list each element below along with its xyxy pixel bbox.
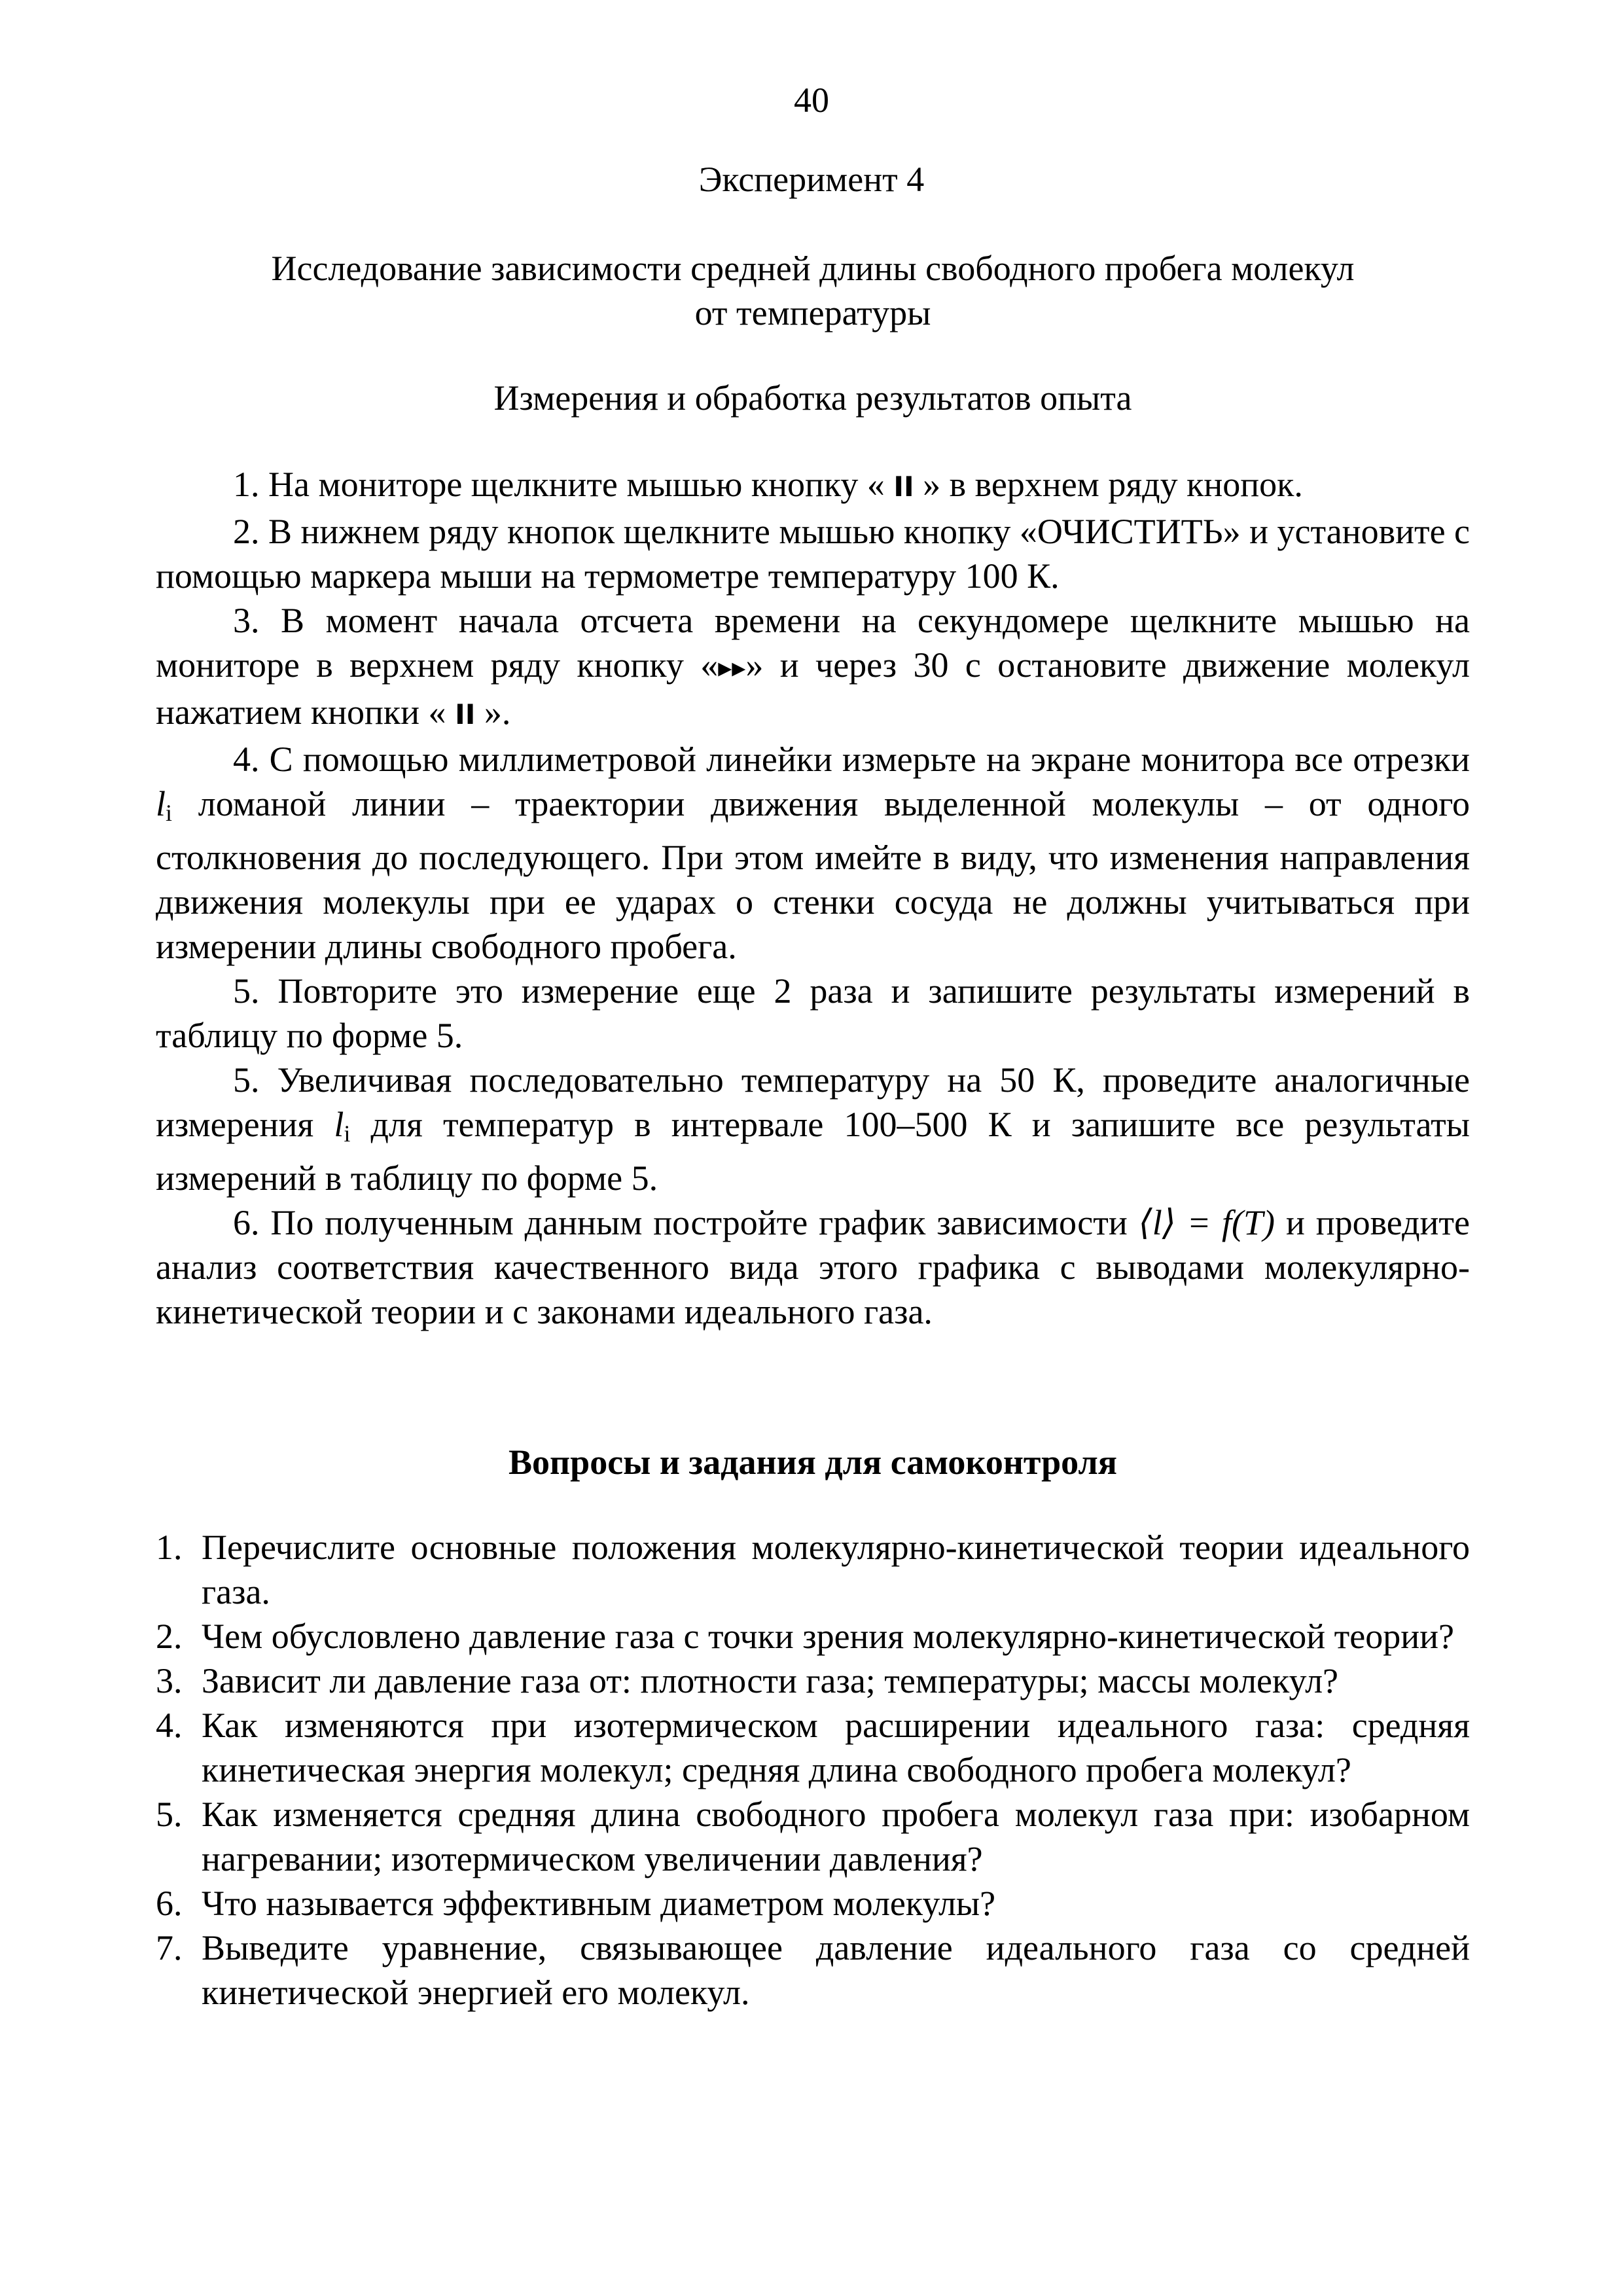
- question-text: Чем обусловлено давление газа с точки зрения молекулярно-кинетической теории?: [202, 1617, 1454, 1656]
- pause-button-glyph: II: [455, 698, 476, 730]
- question-text: Выведите уравнение, связывающее давление идеального газа со средней кинетической энергией его молекул.: [202, 1928, 1470, 2012]
- question-number: 7.: [156, 1928, 183, 1967]
- question-text: Зависит ли давление газа от: плотности газа; температуры; массы молекул?: [202, 1661, 1339, 1700]
- question-text: Как изменяется средняя длина свободного пробега молекул газа при: изобарном нагревании; изотермическом увеличении давления?: [202, 1795, 1470, 1878]
- question-item: [156, 1792, 1470, 1881]
- study-title-line-1: Исследование зависимости средней длины свободного пробега молекул: [271, 249, 1355, 288]
- segment-variable: l: [334, 1105, 344, 1144]
- question-item: [156, 1926, 1470, 2015]
- segment-variable: l: [156, 784, 166, 823]
- step-6-text-a: 6. По полученным данным постройте график зависимости: [233, 1203, 1139, 1242]
- question-text: Что называется эффективным диаметром молекулы?: [202, 1884, 996, 1923]
- question-text: Перечислите основные положения молекулярно-кинетической теории идеального газа.: [202, 1528, 1470, 1611]
- segment-variable-subscript: i: [344, 1121, 351, 1147]
- step-3-text-b: » и через 30 с остановите движение молекул нажатием кнопки «: [156, 645, 1471, 732]
- segment-variable-subscript: i: [166, 800, 173, 826]
- step-4-text-a: 4. С помощью миллиметровой линейки измерьте на экране монитора все отрезки: [233, 740, 1470, 779]
- question-item: [156, 1614, 1470, 1659]
- question-item: [156, 1881, 1470, 1926]
- step-2: 2. В нижнем ряду кнопок щелкните мышью кнопку «ОЧИСТИТЬ» и установите с помощью маркера мыши на термометре температуру 100 К.: [156, 512, 1470, 596]
- step-6: [156, 1200, 1470, 1334]
- measurement-section-title: Измерения и обработка результатов опыта: [493, 378, 1132, 418]
- experiment-title: Эксперимент 4: [698, 160, 925, 199]
- question-text: Как изменяются при изотермическом расширении идеального газа: средняя кинетическая энергия молекул; средняя длина свободного пробега молекул?: [202, 1706, 1470, 1789]
- question-number: 5.: [156, 1795, 183, 1834]
- question-item: [156, 1703, 1470, 1792]
- questions-list: [156, 1525, 1470, 2015]
- question-number: 4.: [156, 1706, 183, 1745]
- study-title-line-2: от температуры: [694, 293, 931, 332]
- step-3: [156, 598, 1470, 737]
- play-button-glyph: ▸▸: [718, 651, 746, 683]
- question-item: [156, 1525, 1470, 1614]
- step-1-text-b: » в верхнем ряду кнопок.: [914, 465, 1303, 504]
- step-5: 5. Повторите это измерение еще 2 раза и запишите результаты измерений в таблицу по форме 5.: [156, 971, 1470, 1055]
- question-item: [156, 1659, 1470, 1703]
- step-1: [156, 462, 1470, 509]
- step-5b: [156, 1058, 1470, 1200]
- pause-button-glyph: II: [893, 471, 914, 503]
- step-3-text-c: ».: [475, 692, 511, 732]
- step-5b-text-b: для температур в интервале 100–500 К и запишите все результаты измерений в таблицу по форме 5.: [156, 1105, 1470, 1198]
- questions-title: Вопросы и задания для самоконтроля: [508, 1443, 1117, 1482]
- step-5b-text-a: 5. Увеличивая последовательно температуру на 50 К, проведите аналогичные измерения: [156, 1060, 1470, 1144]
- procedure-steps: [156, 462, 1470, 1334]
- step-4: [156, 737, 1470, 969]
- step-4-text-b: ломаной линии – траектории движения выделенной молекулы – от одного столкновения до последующего. При этом имейте в виду, что изменения направления движения молекулы при ее ударах о стенки сосуда не должны учитываться при измерении длины свободного пробега.: [156, 784, 1470, 966]
- page-number: 40: [794, 81, 829, 120]
- question-number: 2.: [156, 1617, 183, 1656]
- question-number: 1.: [156, 1528, 183, 1567]
- mean-free-path-formula: ⟨l⟩ = f(T): [1138, 1203, 1275, 1242]
- study-title: [156, 246, 1470, 335]
- step-6-text-b: и проведите анализ соответствия качественного вида этого графика с выводами молекулярно-кинетической теории и с законами идеального газа.: [156, 1203, 1471, 1331]
- step-1-text-a: 1. На мониторе щелкните мышью кнопку «: [233, 465, 894, 504]
- step-3-text-a: 3. В момент начала отсчета времени на секундомере щелкните мышью на мониторе в верхнем ряду кнопку «: [156, 601, 1470, 685]
- question-number: 6.: [156, 1884, 183, 1923]
- question-number: 3.: [156, 1661, 183, 1700]
